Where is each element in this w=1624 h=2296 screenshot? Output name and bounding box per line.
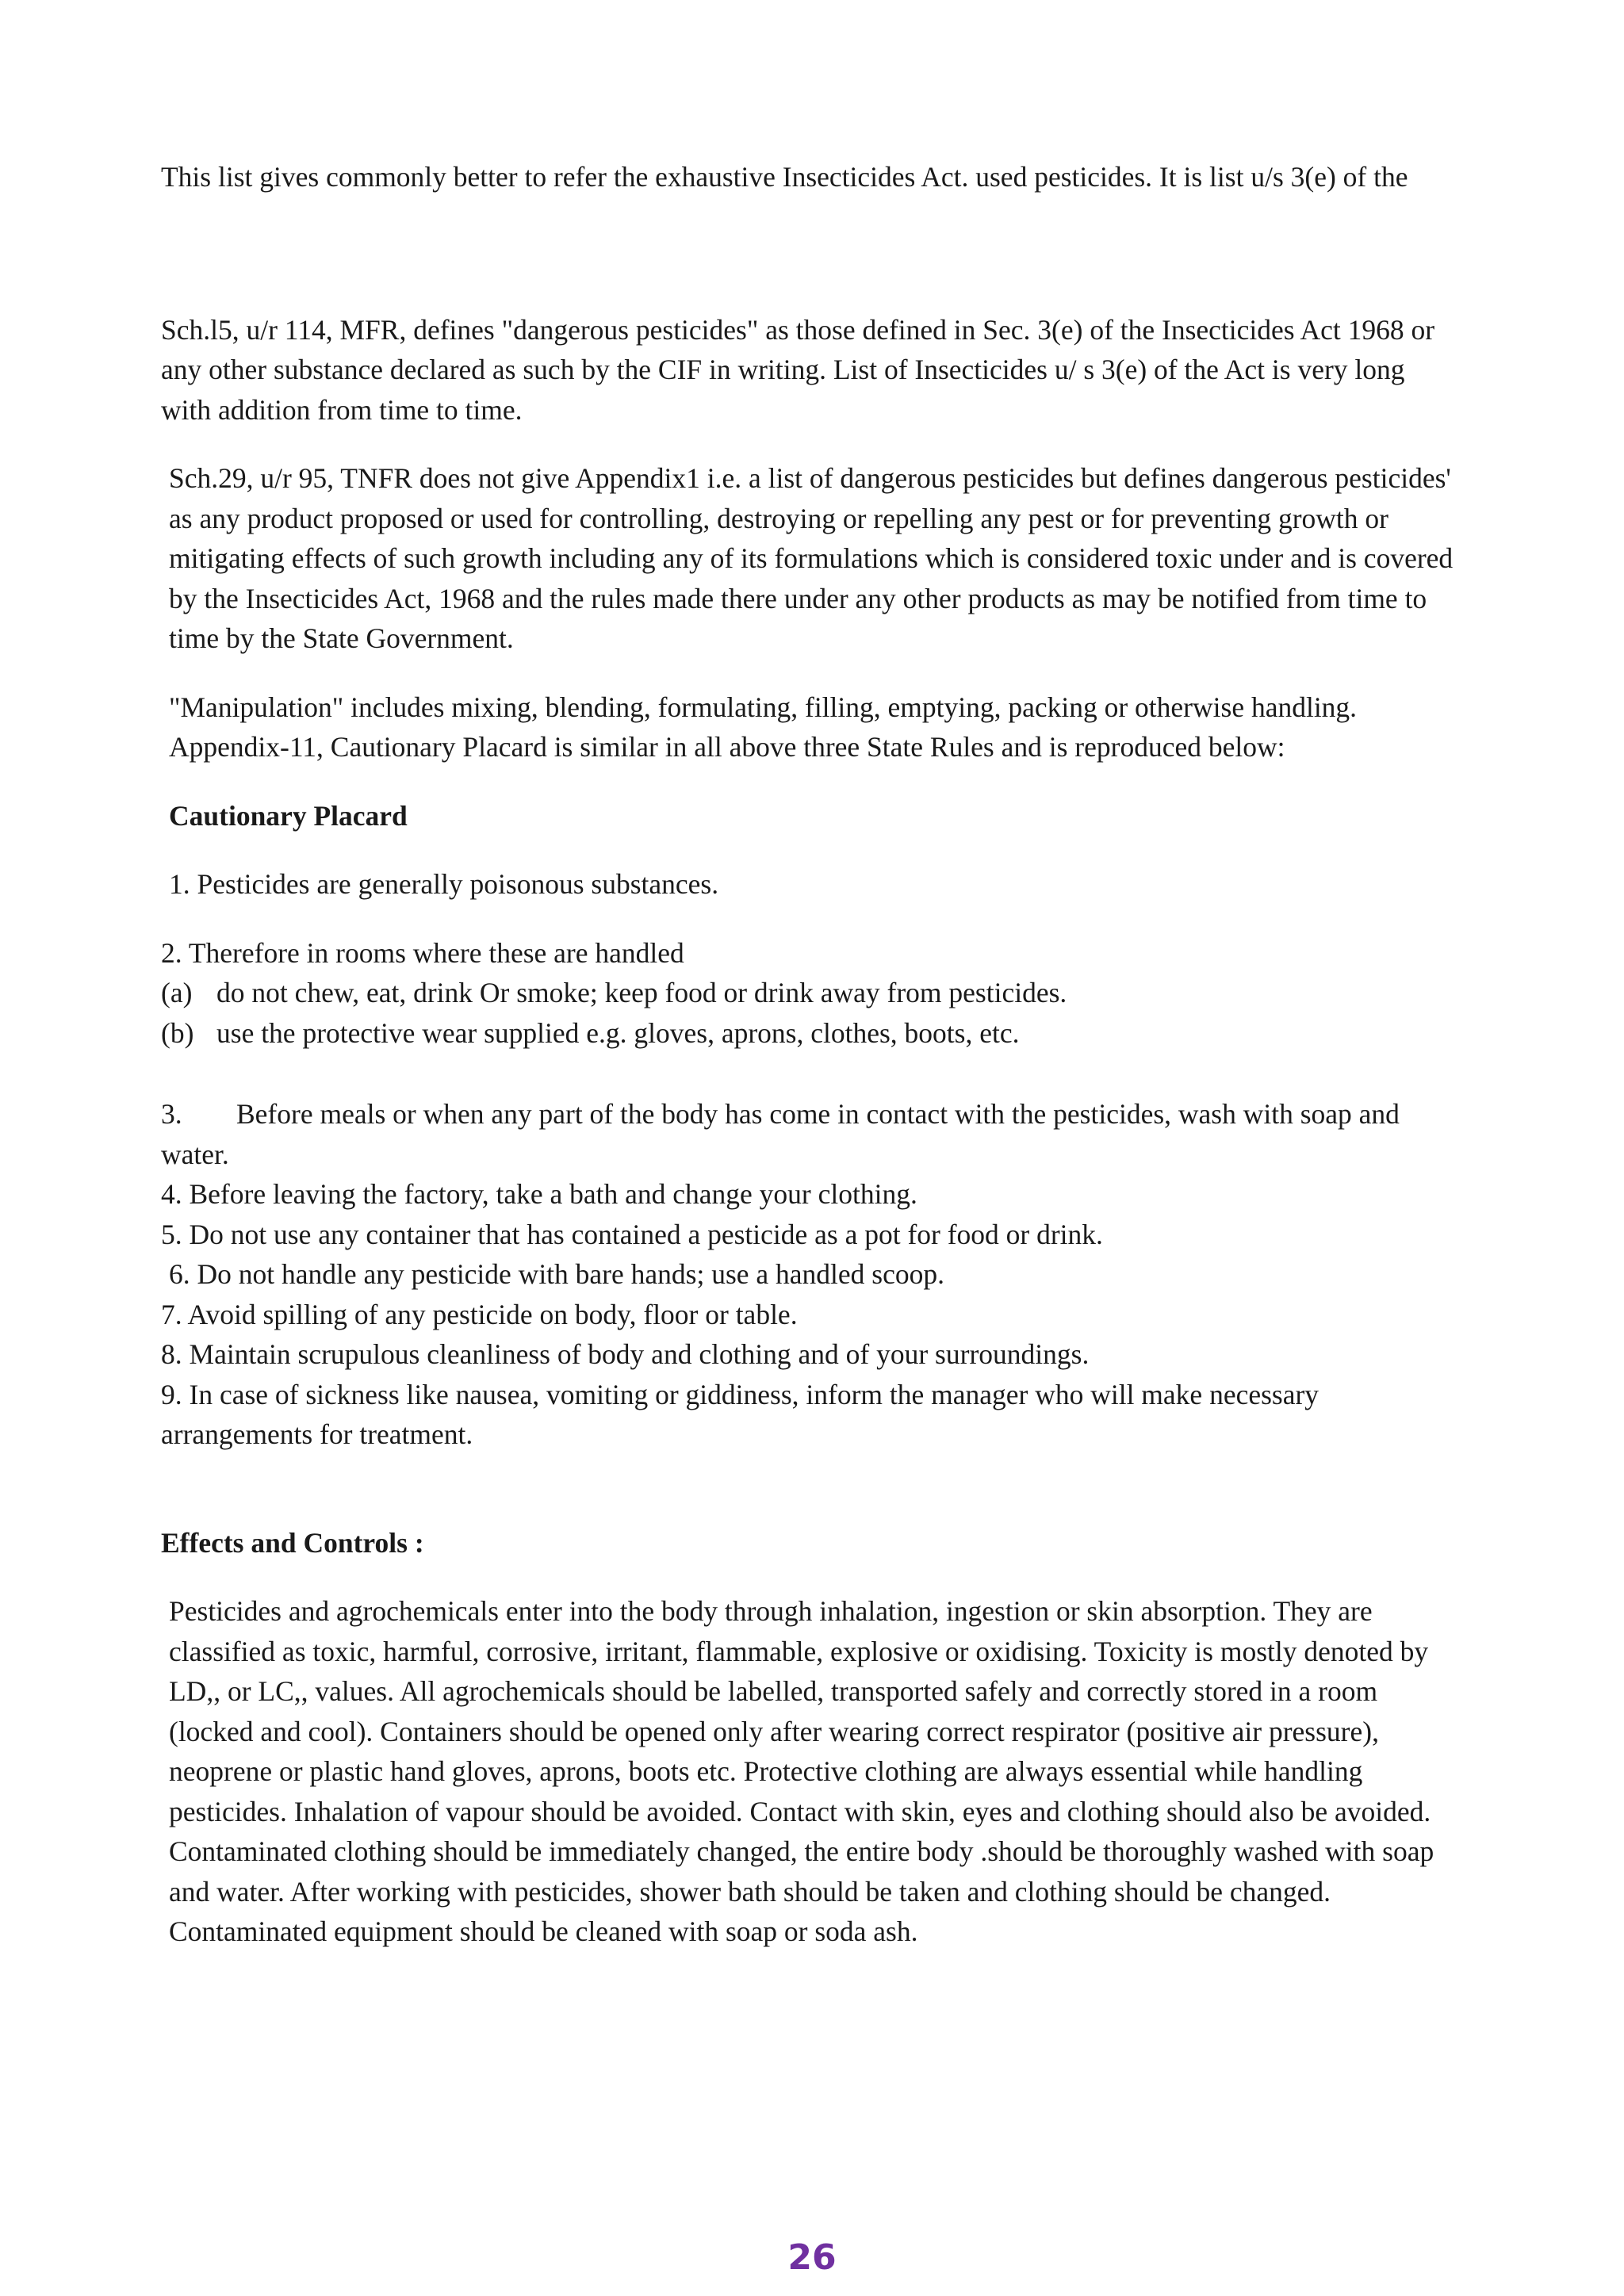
placard-item-2b: [161, 1013, 1461, 1054]
effects-controls-paragraph: Pesticides and agrochemicals enter into the body through inhalation, ingestion or skin absorption. They are classified as toxic, harmful, corrosive, irritant, flammable, explosive or oxidising. Toxicity is mostly denoted by LD,, or LC,, values. All agrochemicals should be labelled, transported safely and correctly stored in a room (locked and cool). Containers should be opened only after wearing correct respirator (positive air pressure), neoprene or plastic hand gloves, aprons, boots etc. Protective clothing are always essential while handling pesticides. Inhalation of vapour should be avoided. Contact with skin, eyes and clothing should also be avoided. Contaminated clothing should be immediately changed, the entire body .should be thoroughly washed with soap and water. After working with pesticides, shower bath should be taken and clothing should be changed. Contaminated equipment should be cleaned with soap or soda ash.: [169, 1595, 1434, 1947]
placard-item-6: 6. Do not handle any pesticide with bare hands; use a handled scoop.: [169, 1258, 944, 1290]
placard-item-9: 9. In case of sickness like nausea, vomiting or giddiness, inform the manager who will make necessary arrangements for treatment.: [161, 1378, 1320, 1450]
placard-item-2: 2. Therefore in rooms where these are handled: [161, 936, 684, 969]
manipulation-paragraph: "Manipulation" includes mixing, blending, formulating, filling, emptying, packing or otherwise handling. Appendix-11, Cautionary Placard is similar in all above three State Rules and is reproduced below:: [169, 691, 1358, 763]
placard-item-5: 5. Do not use any container that has contained a pesticide as a pot for food or drink.: [161, 1218, 1103, 1250]
effects-controls-heading: Effects and Controls :: [161, 1526, 424, 1559]
placard-item-2b-mark: (b): [161, 1016, 194, 1049]
placard-item-3-number: 3.: [161, 1098, 182, 1130]
placard-item-4: 4. Before leaving the factory, take a bath and change your clothing.: [161, 1178, 917, 1210]
placard-item-2a: [161, 973, 1461, 1013]
placard-item-7: 7. Avoid spilling of any pesticide on body, floor or table.: [161, 1298, 798, 1330]
placard-item-2b-text: use the protective wear supplied e.g. gloves, aprons, clothes, boots, etc.: [216, 1016, 1020, 1049]
sch29-paragraph: Sch.29, u/r 95, TNFR does not give Appendix1 i.e. a list of dangerous pesticides but defines dangerous pesticides' as any product proposed or used for controlling, destroying or repelling any pest or for preventing growth or mitigating effects of such growth including any of its formulations which is considered toxic under and is covered by the Insecticides Act, 1968 and the rules made there under any other products as may be notified from time to time by the State Government.: [169, 462, 1454, 654]
placard-item-3-text: Before meals or when any part of the body has come in contact with the pesticides, wash with soap and water.: [161, 1098, 1400, 1170]
sch15-paragraph: Sch.l5, u/r 114, MFR, defines "dangerous pesticides" as those defined in Sec. 3(e) of the Insecticides Act 1968 or any other substance declared as such by the CIF in writing. List of Insecticides u/ s 3(e) of the Act is very long with addition from time to time.: [161, 313, 1435, 426]
placard-item-2a-mark: (a): [161, 977, 193, 1008]
cautionary-placard-heading: Cautionary Placard: [169, 799, 408, 832]
intro-paragraph: This list gives commonly better to refer the exhaustive Insecticides Act. used pesticides. It is list u/s 3(e) of the: [161, 161, 1408, 193]
placard-item-3: [161, 1094, 1461, 1174]
placard-item-1: 1. Pesticides are generally poisonous substances.: [169, 868, 719, 900]
page-number: 26: [787, 2237, 837, 2278]
placard-item-2a-text: do not chew, eat, drink Or smoke; keep food or drink away from pesticides.: [216, 977, 1067, 1008]
placard-item-8: 8. Maintain scrupulous cleanliness of body and clothing and of your surroundings.: [161, 1338, 1090, 1370]
page-body: [161, 157, 1461, 1952]
